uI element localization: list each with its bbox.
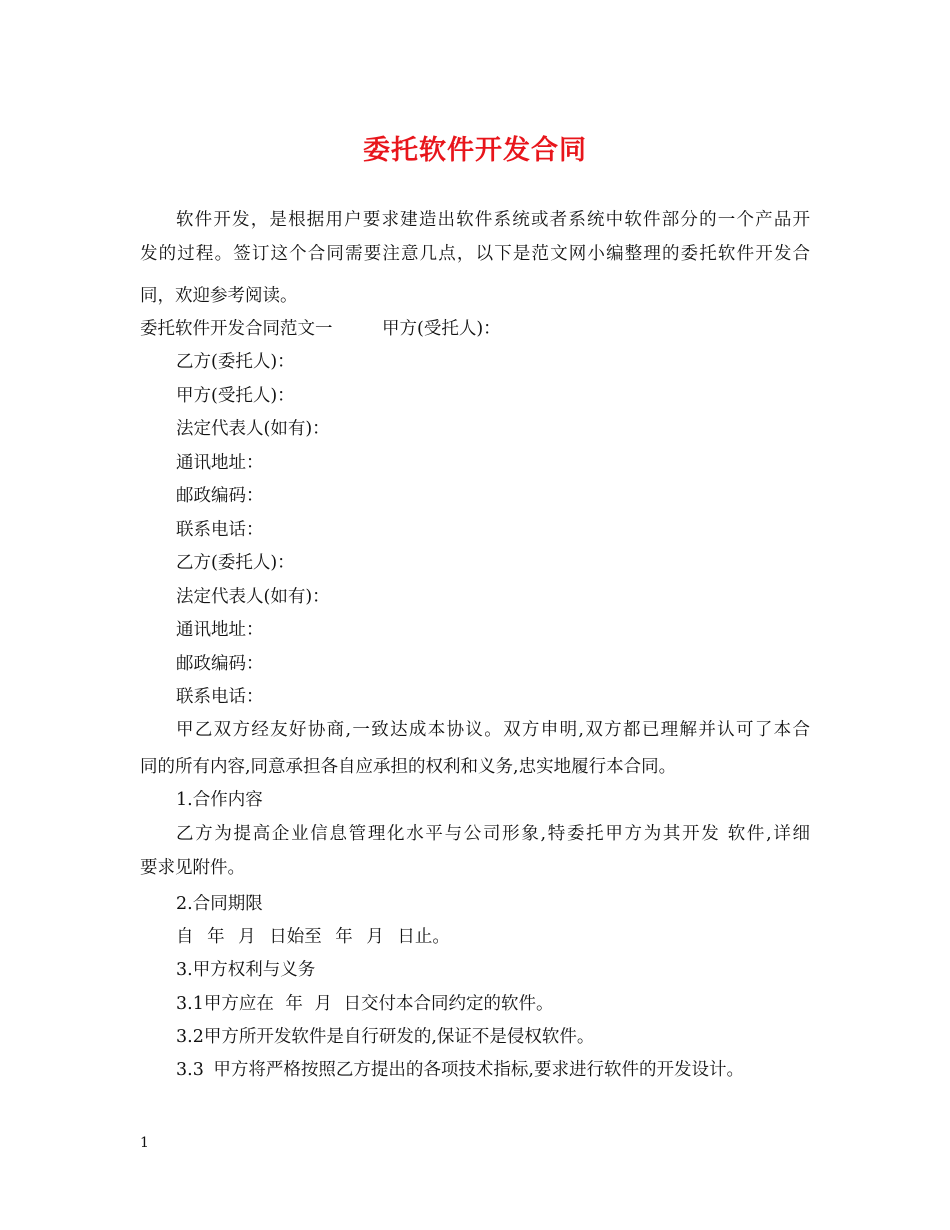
intro-line-3: 同，欢迎参考阅读。 — [140, 286, 298, 306]
section-1-line-2: 要求见附件。 — [140, 858, 245, 878]
party-line: 甲方(受托人)： — [176, 386, 295, 406]
clause-3-3: 3.3 甲方将严格按照乙方提出的各项技术指标,要求进行软件的开发设计。 — [176, 1060, 744, 1080]
section-2-text: 自 年 月 日始至 年 月 日止。 — [176, 927, 450, 947]
clause-3-2: 3.2甲方所开发软件是自行研发的,保证不是侵权软件。 — [176, 1027, 595, 1047]
intro-line-2: 发的过程。签订这个合同需要注意几点，以下是范文网小编整理的委托软件开发合 — [140, 244, 810, 264]
party-line: 法定代表人(如有)： — [176, 419, 330, 439]
page-number: 1 — [140, 1135, 149, 1151]
party-line: 联系电话： — [176, 687, 264, 707]
party-line: 通讯地址： — [176, 453, 264, 473]
party-line: 乙方(委托人)： — [176, 352, 295, 372]
clause-3-1: 3.1甲方应在 年 月 日交付本合同约定的软件。 — [176, 994, 554, 1014]
section-1-title: 1.合作内容 — [176, 790, 263, 810]
party-line: 邮政编码： — [176, 486, 264, 506]
section-3-title: 3.甲方权利与义务 — [176, 960, 316, 980]
agreement-line-2: 同的所有内容,同意承担各自应承担的权利和义务,忠实地履行本合同。 — [140, 757, 677, 777]
intro-line-1: 软件开发，是根据用户要求建造出软件系统或者系统中软件部分的一个产品开 — [176, 210, 810, 230]
document-title: 委托软件开发合同 — [363, 135, 587, 166]
sample-heading: 委托软件开发合同范文一 — [140, 319, 333, 339]
sample-heading-party: 甲方(受托人)： — [382, 319, 501, 339]
agreement-line-1: 甲乙双方经友好协商,一致达成本协议。双方申明,双方都已理解并认可了本合 — [176, 720, 810, 740]
section-1-line-1: 乙方为提高企业信息管理化水平与公司形象,特委托甲方为其开发 软件,详细 — [176, 824, 810, 844]
party-line: 乙方(委托人)： — [176, 553, 295, 573]
party-line: 通讯地址： — [176, 620, 264, 640]
section-2-title: 2.合同期限 — [176, 894, 263, 914]
party-line: 联系电话： — [176, 520, 264, 540]
party-line: 法定代表人(如有)： — [176, 587, 330, 607]
party-line: 邮政编码： — [176, 654, 264, 674]
